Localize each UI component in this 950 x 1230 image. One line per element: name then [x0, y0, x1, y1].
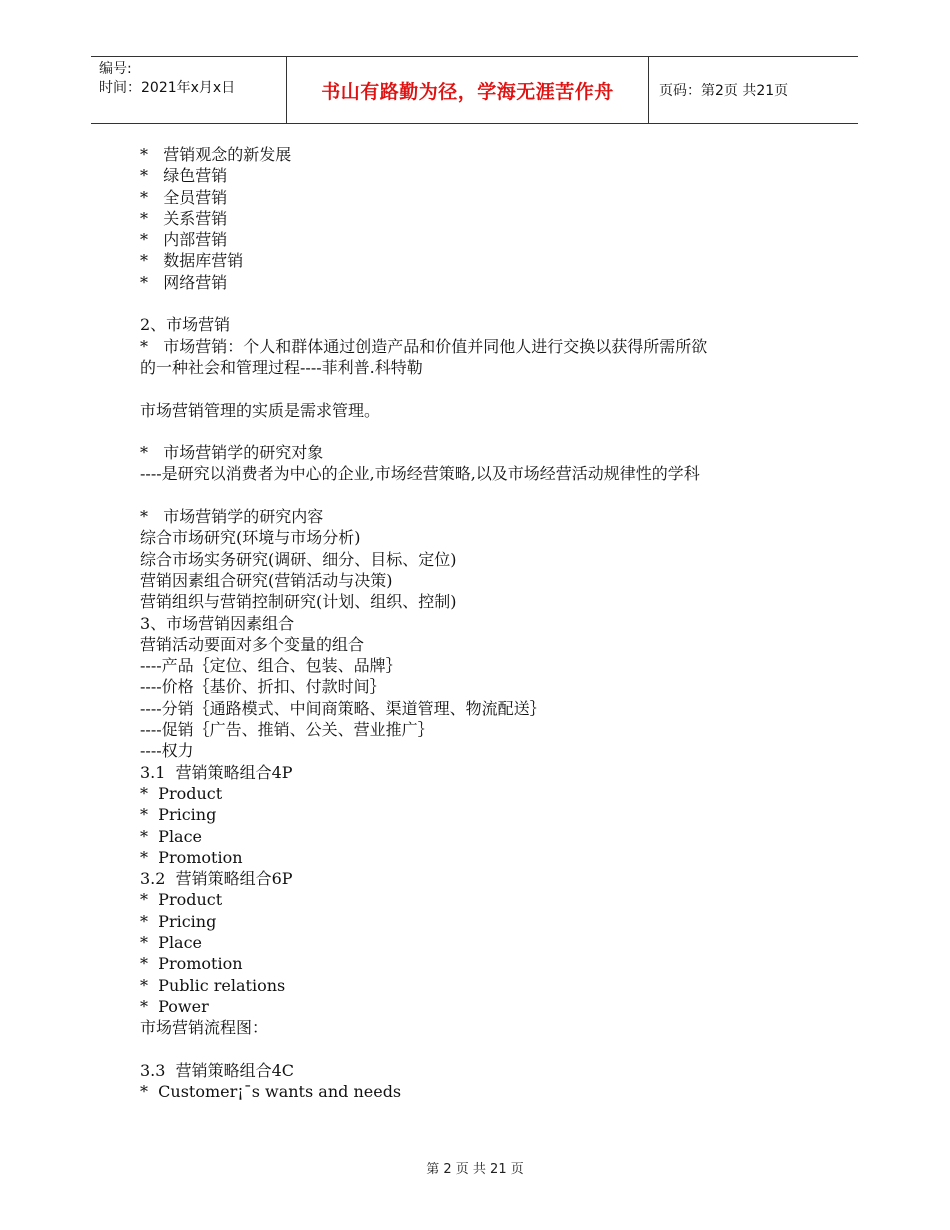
text-line: 综合市场实务研究(调研、细分、目标、定位)	[140, 549, 457, 569]
header-divider	[648, 57, 649, 123]
text-line: * Pricing	[140, 911, 217, 931]
text-line: * 绿色营销	[140, 166, 228, 186]
text-line: ----价格｛基价、折扣、付款时间｝	[140, 677, 386, 697]
header-motto: 书山有路勤为径，学海无涯苦作舟	[321, 80, 614, 103]
header-meta	[99, 60, 235, 98]
text-line: 2、市场营销	[140, 315, 231, 335]
time-label: 时间：2021年x月x日	[99, 80, 236, 96]
text-line: 3.1 营销策略组合4P	[140, 762, 293, 782]
text-line: * Place	[140, 932, 203, 952]
blank-line	[140, 293, 830, 314]
blank-line	[140, 421, 830, 442]
text-line: ----促销｛广告、推销、公关、营业推广｝	[140, 720, 434, 740]
text-line: 3.3 营销策略组合4C	[140, 1060, 295, 1080]
text-line: * 全员营销	[140, 187, 228, 207]
text-line: 3.2 营销策略组合6P	[140, 869, 293, 889]
text-line: * Power	[140, 996, 209, 1016]
text-line: * 关系营销	[140, 208, 228, 228]
text-line: * 营销观念的新发展	[140, 145, 292, 164]
text-line: 市场营销管理的实质是需求管理。	[140, 400, 381, 420]
text-line: * Customer¡¯s wants and needs	[140, 1082, 402, 1102]
number-label: 编号:	[99, 61, 132, 77]
text-line: 营销活动要面对多个变量的组合	[140, 634, 365, 654]
blank-line	[140, 485, 830, 506]
text-line: * 网络营销	[140, 272, 228, 292]
blank-line	[140, 1038, 830, 1059]
blank-line	[140, 378, 830, 399]
text-line: * Product	[140, 890, 223, 910]
text-line: * Promotion	[140, 954, 243, 974]
text-line: 3、市场营销因素组合	[140, 613, 295, 633]
text-line: * 市场营销学的研究内容	[140, 507, 324, 527]
page-footer: 第 2 页 共 21 页	[426, 1162, 524, 1177]
text-line: ----是研究以消费者为中心的企业,市场经营策略,以及市场经营活动规律性的学科	[140, 464, 700, 484]
text-line: * Place	[140, 826, 203, 846]
text-line: * Public relations	[140, 975, 286, 995]
text-line: ----权力	[140, 741, 194, 761]
document-body	[140, 144, 830, 1102]
text-line: ----产品｛定位、组合、包装、品牌｝	[140, 656, 402, 676]
page-header	[91, 56, 858, 124]
text-line: 营销组织与营销控制研究(计划、组织、控制)	[140, 592, 457, 612]
text-line: * 市场营销学的研究对象	[140, 443, 324, 463]
text-line: * 数据库营销	[140, 251, 244, 271]
text-line: * 市场营销：个人和群体通过创造产品和价值并同他人进行交换以获得所需所欲	[140, 336, 708, 356]
text-line: * Pricing	[140, 805, 217, 825]
text-line: 的一种社会和管理过程----菲利普.科特勒	[140, 357, 423, 377]
text-line: 营销因素组合研究(营销活动与决策)	[140, 570, 393, 590]
text-line: * 内部营销	[140, 230, 228, 250]
text-line: ----分销｛通路模式、中间商策略、渠道管理、物流配送｝	[140, 698, 546, 718]
text-line: 市场营销流程图：	[140, 1018, 269, 1038]
text-line: * Product	[140, 783, 223, 803]
header-page-number: 页码：第2页 共21页	[659, 83, 789, 99]
text-line: 综合市场研究(环境与市场分析)	[140, 528, 361, 548]
text-line: * Promotion	[140, 847, 243, 867]
